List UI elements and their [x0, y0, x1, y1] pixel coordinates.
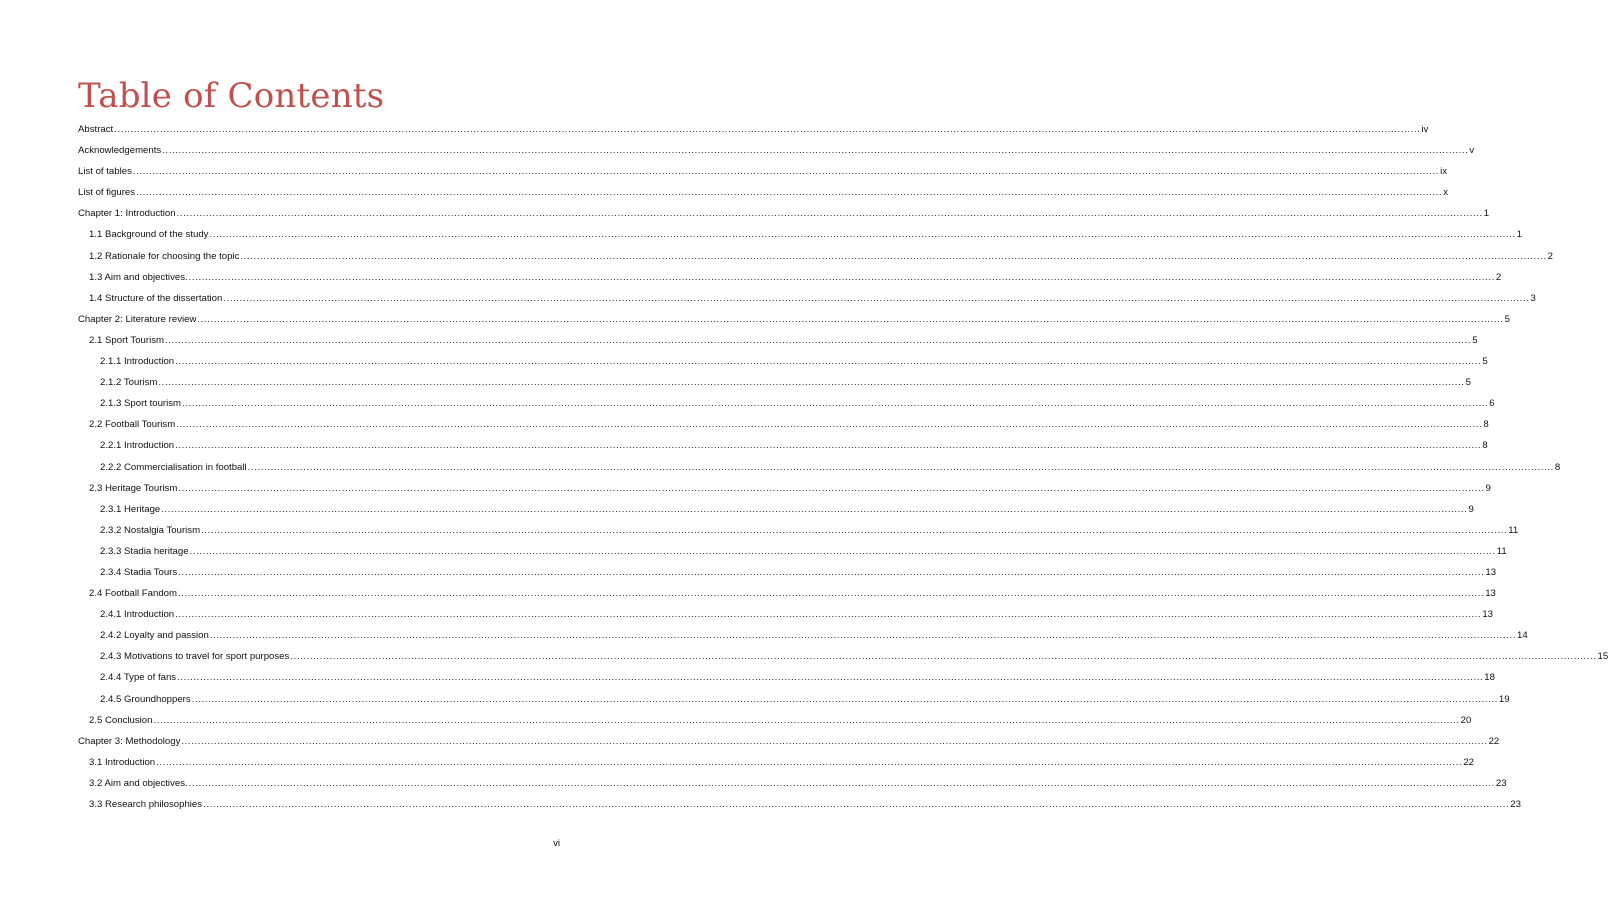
toc-entry-page: 20	[1460, 714, 1472, 726]
toc-entry-label: 2.5 Conclusion	[89, 714, 153, 726]
dot-leader: ................................................................................................................................................................................................................................................................................................................................................................................................................	[181, 735, 1488, 747]
toc-entry[interactable]	[78, 145, 1475, 166]
toc-entry-page: 8	[1482, 440, 1488, 452]
dot-leader: ................................................................................................................................................................................................................................................................................................................................................................................................................	[114, 124, 1421, 135]
toc-entry-page: iv	[1421, 124, 1429, 135]
toc-entry-label: 2.4 Football Fandom	[89, 588, 177, 600]
toc-entry-label: Chapter 1: Introduction	[78, 208, 176, 220]
dot-leader: ................................................................................................................................................................................................................................................................................................................................................................................................................	[175, 440, 1482, 452]
toc-entry-label: 1.4 Structure of the dissertation	[89, 292, 223, 304]
dot-leader: ................................................................................................................................................................................................................................................................................................................................................................................................................	[162, 145, 1469, 157]
toc-entry-page: 5	[1465, 377, 1471, 389]
toc-entry[interactable]	[78, 419, 1489, 440]
toc-entry-page: v	[1469, 145, 1475, 157]
toc-entry-page: 13	[1485, 566, 1497, 578]
toc-entry[interactable]	[78, 756, 1474, 778]
toc-entry-label: 3.3 Research philosophies	[89, 799, 203, 810]
toc-entry-page: 11	[1508, 524, 1519, 536]
toc-entry[interactable]	[78, 440, 1488, 461]
table-of-contents	[78, 124, 1608, 820]
dot-leader: ................................................................................................................................................................................................................................................................................................................................................................................................................	[175, 609, 1482, 621]
dot-leader: ................................................................................................................................................................................................................................................................................................................................................................................................................	[209, 229, 1516, 241]
toc-entry[interactable]	[78, 630, 1528, 651]
dot-leader: ................................................................................................................................................................................................................................................................................................................................................................................................................	[178, 566, 1485, 578]
toc-entry-label: 1.3 Aim and objectives.	[89, 271, 188, 283]
toc-entry-label: Abstract	[78, 124, 114, 135]
toc-entry-page: 15	[1597, 651, 1608, 663]
dot-leader: ................................................................................................................................................................................................................................................................................................................................................................................................................	[191, 693, 1498, 705]
toc-entry[interactable]	[78, 651, 1608, 672]
toc-entry-label: 1.2 Rationale for choosing the topic	[89, 250, 240, 262]
toc-entry-page: 11	[1496, 545, 1507, 557]
dot-leader: ................................................................................................................................................................................................................................................................................................................................................................................................................	[203, 799, 1510, 810]
toc-entry-page: 13	[1482, 609, 1493, 621]
dot-leader: ................................................................................................................................................................................................................................................................................................................................................................................................................	[177, 672, 1484, 684]
toc-entry[interactable]	[78, 714, 1472, 736]
toc-entry-page: 5	[1472, 334, 1478, 346]
toc-entry[interactable]	[78, 799, 1521, 820]
toc-entry-page: 2	[1547, 250, 1553, 262]
dot-leader: ................................................................................................................................................................................................................................................................................................................................................................................................................	[247, 461, 1554, 473]
dot-leader: ................................................................................................................................................................................................................................................................................................................................................................................................................	[175, 356, 1482, 368]
toc-entry-label: 2.4.4 Type of fans	[100, 672, 177, 684]
toc-entry-label: 2.4.2 Loyalty and passion	[100, 630, 209, 642]
toc-entry[interactable]	[78, 313, 1510, 335]
toc-entry-label: 2.3 Heritage Tourism	[89, 482, 178, 494]
toc-entry-page: 3	[1530, 292, 1536, 304]
toc-entry-page: 8	[1483, 419, 1489, 431]
dot-leader: ................................................................................................................................................................................................................................................................................................................................................................................................................	[290, 651, 1597, 663]
dot-leader: ................................................................................................................................................................................................................................................................................................................................................................................................................	[132, 166, 1440, 178]
toc-entry-page: 5	[1482, 356, 1488, 368]
toc-entry[interactable]	[78, 693, 1510, 715]
toc-entry[interactable]	[78, 777, 1507, 799]
dot-leader: ................................................................................................................................................................................................................................................................................................................................................................................................................	[188, 271, 1495, 283]
toc-entry[interactable]	[78, 735, 1500, 757]
dot-leader: ................................................................................................................................................................................................................................................................................................................................................................................................................	[197, 313, 1504, 325]
toc-entry-page: 8	[1554, 461, 1561, 473]
dot-leader: ................................................................................................................................................................................................................................................................................................................................................................................................................	[176, 419, 1483, 431]
toc-entry-page: 18	[1484, 672, 1495, 684]
toc-entry-label: 2.4.3 Motivations to travel for sport purposes	[100, 651, 290, 663]
toc-entry-page: 22	[1463, 756, 1474, 768]
toc-entry-page: 1	[1483, 208, 1490, 220]
toc-entry[interactable]	[78, 503, 1474, 525]
dot-leader: ................................................................................................................................................................................................................................................................................................................................................................................................................	[182, 398, 1489, 410]
dot-leader: ................................................................................................................................................................................................................................................................................................................................................................................................................	[161, 503, 1468, 515]
toc-entry-label: 2.4.1 Introduction	[100, 609, 175, 621]
toc-entry-label: 3.2 Aim and objectives.	[89, 777, 188, 789]
toc-entry-label: 2.1 Sport Tourism	[89, 334, 165, 346]
dot-leader: ................................................................................................................................................................................................................................................................................................................................................................................................................	[178, 482, 1485, 494]
dot-leader: ................................................................................................................................................................................................................................................................................................................................................................................................................	[158, 377, 1465, 389]
toc-entry-label: 2.1.2 Tourism	[100, 377, 158, 389]
toc-entry-page: 23	[1495, 777, 1507, 789]
dot-leader: ................................................................................................................................................................................................................................................................................................................................................................................................................	[153, 714, 1460, 726]
toc-entry-page: ix	[1440, 166, 1447, 178]
toc-entry[interactable]	[78, 166, 1447, 187]
toc-entry-page: 22	[1488, 735, 1500, 747]
toc-entry-label: 2.2.2 Commercialisation in football	[100, 461, 247, 473]
toc-entry[interactable]	[78, 124, 1429, 145]
toc-entry-page: 5	[1504, 313, 1510, 325]
toc-entry[interactable]	[78, 334, 1478, 356]
dot-leader: ................................................................................................................................................................................................................................................................................................................................................................................................................	[136, 187, 1443, 199]
toc-entry[interactable]	[78, 187, 1449, 208]
page-number: vi	[553, 838, 560, 849]
toc-entry-label: 2.3.4 Stadia Tours	[100, 566, 178, 578]
toc-entry[interactable]	[78, 545, 1507, 567]
toc-entry[interactable]	[78, 229, 1522, 250]
toc-entry-page: 13	[1485, 588, 1496, 600]
toc-entry-label: List of figures	[78, 187, 136, 199]
toc-entry-page: 14	[1517, 630, 1528, 642]
toc-entry-label: 1.1 Background of the study	[89, 229, 209, 241]
toc-entry-label: 2.3.1 Heritage	[100, 503, 161, 515]
dot-leader: ................................................................................................................................................................................................................................................................................................................................................................................................................	[189, 545, 1496, 557]
toc-entry-label: 2.3.2 Nostalgia Tourism	[100, 524, 201, 536]
toc-entry-label: 2.4.5 Groundhoppers	[100, 693, 191, 705]
toc-entry[interactable]	[78, 398, 1495, 419]
dot-leader: ................................................................................................................................................................................................................................................................................................................................................................................................................	[165, 334, 1472, 346]
toc-entry[interactable]	[78, 208, 1490, 229]
toc-entry-page: x	[1443, 187, 1449, 199]
toc-entry-page: 2	[1495, 271, 1502, 283]
toc-entry-label: Acknowledgements	[78, 145, 162, 157]
dot-leader: ................................................................................................................................................................................................................................................................................................................................................................................................................	[178, 588, 1485, 600]
toc-entry-page: 6	[1489, 398, 1495, 410]
toc-entry[interactable]	[78, 482, 1491, 504]
dot-leader: ................................................................................................................................................................................................................................................................................................................................................................................................................	[188, 777, 1495, 789]
toc-entry-label: 2.2.1 Introduction	[100, 440, 175, 452]
toc-entry-label: Chapter 2: Literature review	[78, 313, 197, 325]
toc-entry[interactable]	[78, 377, 1471, 398]
toc-entry[interactable]	[78, 461, 1561, 483]
toc-entry[interactable]	[78, 271, 1502, 293]
toc-entry-label: 2.2 Football Tourism	[89, 419, 176, 431]
toc-entry[interactable]	[78, 672, 1495, 693]
toc-entry[interactable]	[78, 292, 1536, 314]
toc-entry-page: 19	[1498, 693, 1510, 705]
dot-leader: ................................................................................................................................................................................................................................................................................................................................................................................................................	[176, 208, 1483, 220]
toc-entry-label: 2.1.1 Introduction	[100, 356, 175, 368]
toc-entry[interactable]	[78, 588, 1496, 609]
dot-leader: ................................................................................................................................................................................................................................................................................................................................................................................................................	[201, 524, 1508, 536]
toc-entry-label: 3.1 Introduction	[89, 756, 156, 768]
toc-entry-page: 9	[1485, 482, 1491, 494]
toc-entry[interactable]	[78, 566, 1497, 588]
toc-entry[interactable]	[78, 609, 1493, 630]
toc-entry-label: 2.1.3 Sport tourism	[100, 398, 182, 410]
toc-entry-page: 9	[1468, 503, 1474, 515]
toc-entry-label: Chapter 3: Methodology	[78, 735, 181, 747]
toc-entry-label: List of tables	[78, 166, 132, 178]
page-title: Table of Contents	[78, 76, 385, 116]
dot-leader: ................................................................................................................................................................................................................................................................................................................................................................................................................	[223, 292, 1530, 304]
toc-entry-label: 2.3.3 Stadia heritage	[100, 545, 189, 557]
toc-entry-page: 1	[1516, 229, 1522, 241]
toc-entry-page: 23	[1510, 799, 1521, 810]
dot-leader: ................................................................................................................................................................................................................................................................................................................................................................................................................	[209, 630, 1516, 642]
toc-entry[interactable]	[78, 250, 1553, 272]
toc-entry[interactable]	[78, 524, 1519, 546]
dot-leader: ................................................................................................................................................................................................................................................................................................................................................................................................................	[156, 756, 1463, 768]
dot-leader: ................................................................................................................................................................................................................................................................................................................................................................................................................	[240, 250, 1547, 262]
toc-entry[interactable]	[78, 356, 1488, 377]
